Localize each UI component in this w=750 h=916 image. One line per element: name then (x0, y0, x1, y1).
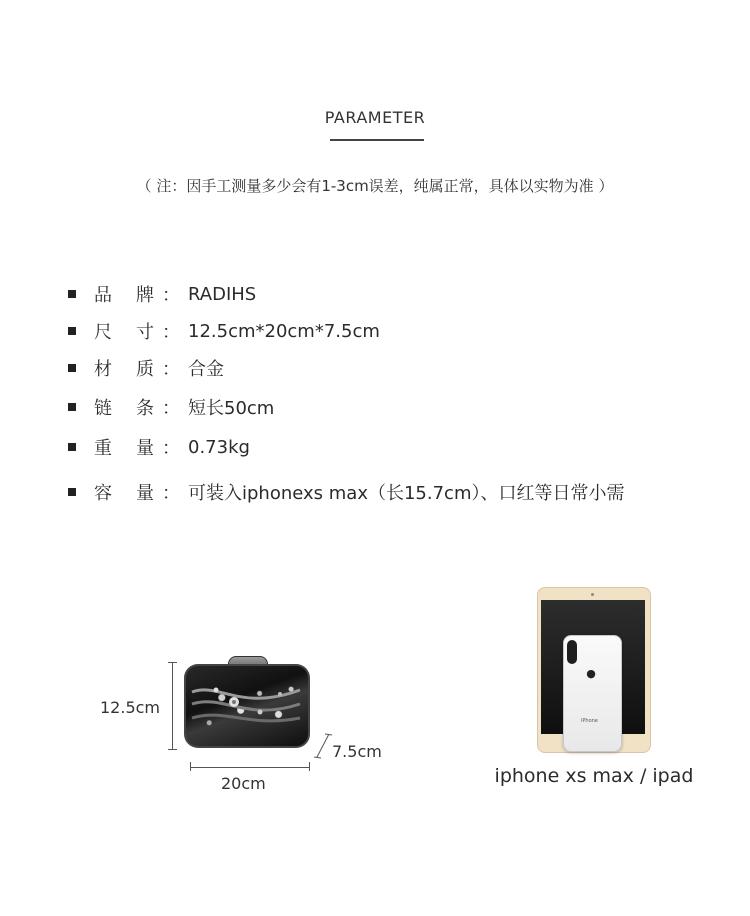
height-dimension-cap-bottom (168, 749, 177, 750)
spec-row-brand: 品 牌 ： RADIHS (68, 282, 708, 306)
apple-logo-icon: ● (586, 667, 596, 680)
ipad-camera (591, 593, 594, 596)
spec-label: 尺 寸 (94, 322, 154, 343)
page-title: PARAMETER (324, 108, 426, 127)
height-dimension-cap-top (168, 662, 177, 663)
spec-value: 可装入iphonexs max（长15.7cm）、口红等日常小需 (188, 483, 625, 504)
bullet-icon (68, 488, 76, 496)
spec-value: 合金 (188, 359, 224, 380)
measurement-note: （ 注：因手工测量多少会有1-3cm误差，纯属正常，具体以实物为准 ） (136, 177, 614, 195)
depth-dimension-line (314, 732, 332, 760)
spec-value: 0.73kg (188, 436, 250, 458)
spec-label: 材 质 (94, 359, 154, 380)
iphone-brand-text: iPhone (581, 718, 598, 724)
spec-row-chain: 链 条 ： 短长50cm (68, 395, 708, 419)
spec-label: 品 牌 (94, 285, 154, 306)
width-dimension-cap-left (190, 762, 191, 771)
bullet-icon (68, 403, 76, 411)
width-label: 20cm (221, 774, 266, 793)
bullet-icon (68, 290, 76, 298)
iphone-camera (567, 640, 577, 664)
bullet-icon (68, 364, 76, 372)
depth-label: 7.5cm (332, 742, 382, 761)
spec-label: 链 条 (94, 398, 154, 419)
width-dimension-cap-right (309, 762, 310, 771)
width-dimension-line (190, 767, 310, 768)
bullet-icon (68, 443, 76, 451)
title-underline (330, 139, 424, 141)
spec-row-material: 材 质 ： 合金 (68, 356, 708, 380)
spec-label: 容 量 (94, 483, 154, 504)
spec-label: 重 量 (94, 438, 154, 459)
device-caption: iphone xs max / ipad (494, 765, 694, 787)
spec-value: 12.5cm*20cm*7.5cm (188, 320, 380, 342)
spec-row-capacity: 容 量 ： 可装入iphonexs max（长15.7cm）、口红等日常小需 (68, 480, 708, 504)
bullet-icon (68, 327, 76, 335)
spec-value: 短长50cm (188, 398, 275, 419)
height-dimension-line (172, 662, 173, 750)
spec-row-weight: 重 量 ： 0.73kg (68, 435, 708, 459)
height-label: 12.5cm (100, 698, 161, 717)
spec-value: RADIHS (188, 283, 257, 305)
bag-pattern (190, 682, 302, 728)
spec-row-size: 尺 寸 ： 12.5cm*20cm*7.5cm (68, 319, 708, 343)
